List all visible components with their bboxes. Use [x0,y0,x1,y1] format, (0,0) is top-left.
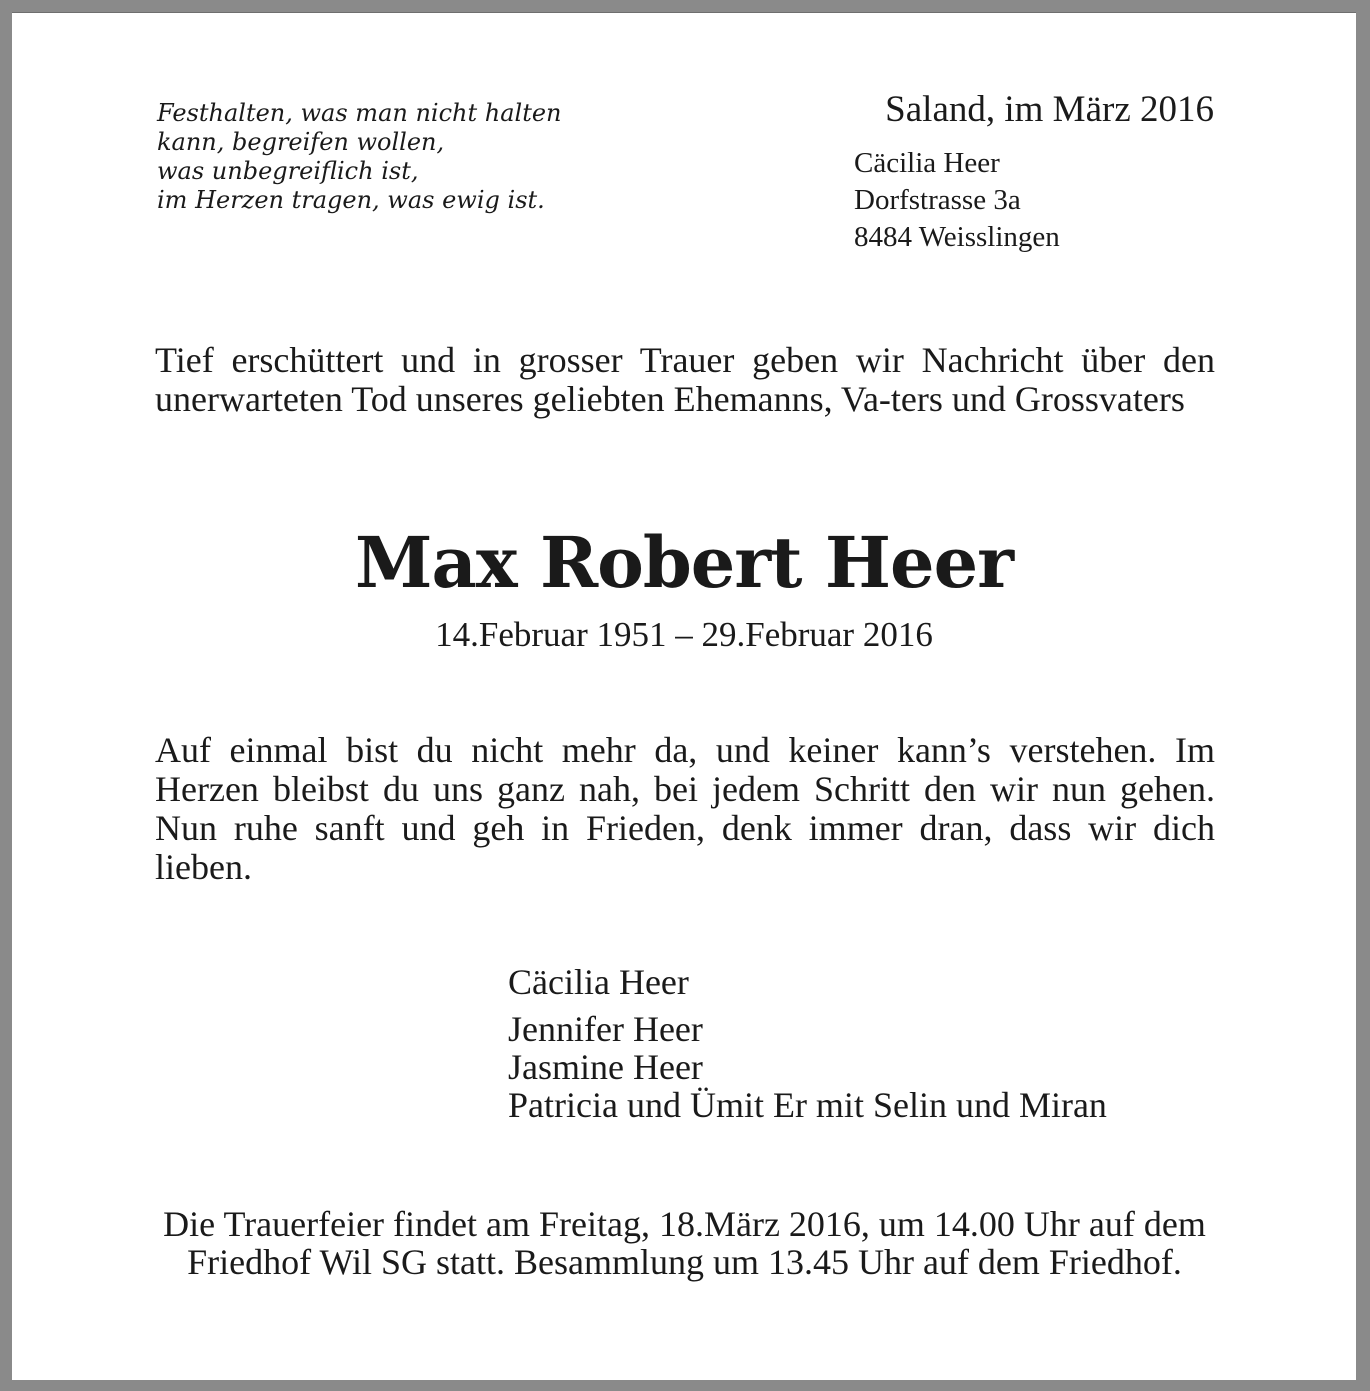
address-city: 8484 Weisslingen [854,221,1060,253]
address-name: Cäcilia Heer [854,147,1000,179]
motto-line: was unbegreiflich ist, [157,157,419,185]
motto-line: im Herzen tragen, was ewig ist. [157,186,545,214]
obituary-page [12,12,1356,1380]
place-date: Saland, im März 2016 [885,89,1214,130]
motto-line: Festhalten, was man nicht halten [157,99,562,127]
motto-line: kann, begreifen wollen, [157,128,445,156]
life-dates: 14.Februar 1951 – 29.Februar 2016 [435,615,933,654]
family-spouse: Cäcilia Heer [508,962,689,1002]
address-street: Dorfstrasse 3a [854,184,1021,216]
funeral-service-info: Die Trauerfeier findet am Freitag, 18.März 2016, um 14.00 Uhr auf dem Friedhof Wil SG statt. Besammlung um 13.45 Uhr auf dem Friedhof. [163,1204,1206,1282]
memorial-poem: Auf einmal bist du nicht mehr da, und keiner kann’s verstehen. Im Herzen bleibst du uns ganz nah, bei jedem Schritt den wir nun gehen. Nun ruhe sanft und geh in Frieden, denk immer dran, dass wir dich lieben. [155,730,1215,887]
deceased-name: Max Robert Heer [355,521,1013,604]
mourning-family [508,963,1107,1124]
family-member: Jennifer Heer [508,1009,703,1049]
intro-text: Tief erschüttert und in grosser Trauer geben wir Nachricht über den unerwarteten Tod unseres geliebten Ehemanns, Va-ters und Grossvaters [155,340,1215,419]
family-member: Jasmine Heer [508,1047,703,1087]
sender-address [854,145,1060,256]
motto-quote [157,99,657,215]
family-member: Patricia und Ümit Er mit Selin und Miran [508,1085,1107,1125]
